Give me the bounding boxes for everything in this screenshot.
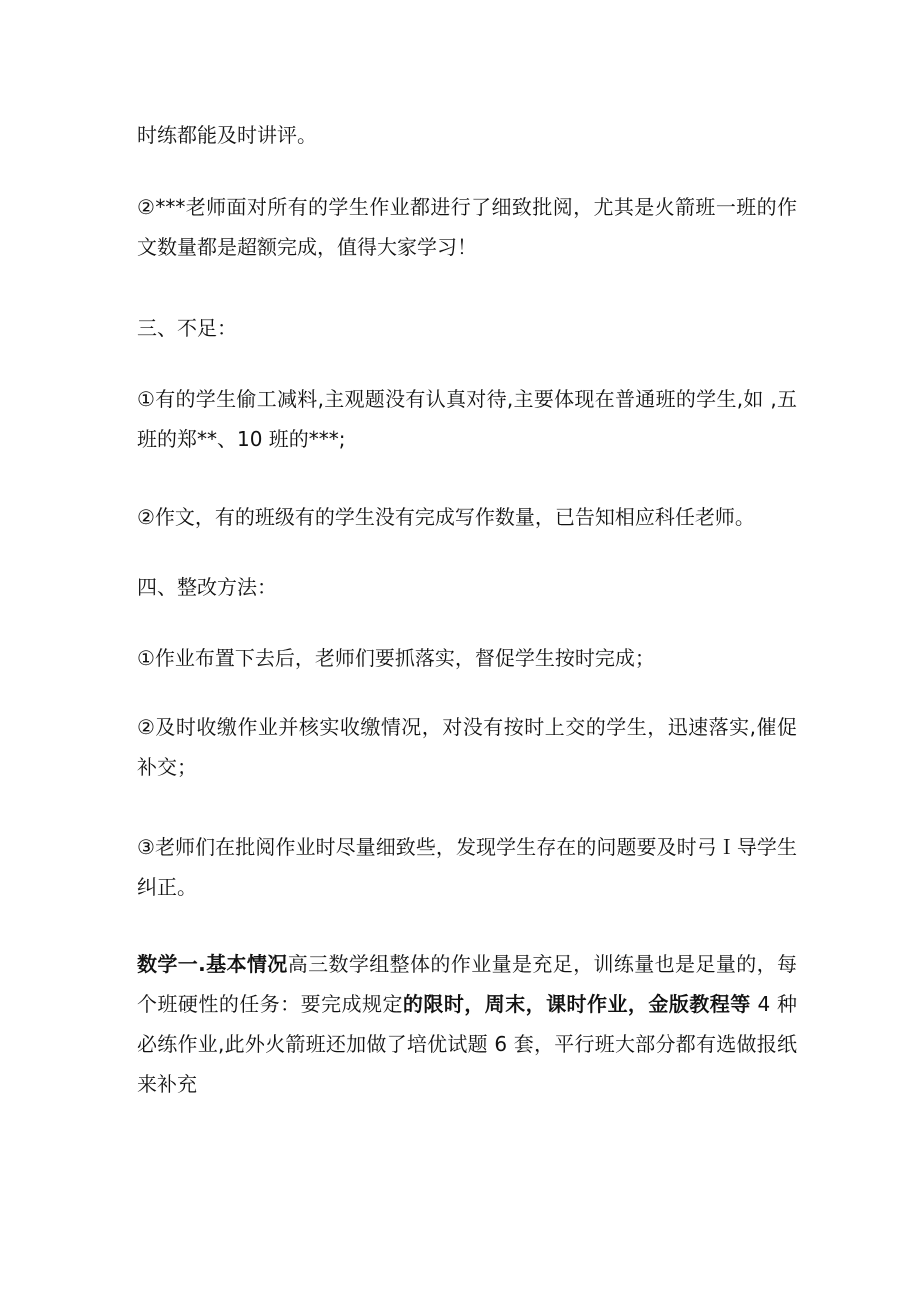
paragraph-teacher-review: ②***老师面对所有的学生作业都进行了细致批阅，尤其是火箭班一班的作文数量都是超额完成，值得大家学习！: [137, 195, 797, 259]
paragraph-evaluation-end: 时练都能及时讲评。: [137, 123, 317, 147]
math-text-bold-part: 的限时，周末，课时作业，金版教程等: [402, 992, 751, 1016]
math-section-heading: 数学一.基本情况: [137, 952, 288, 976]
paragraph-math-basic-situation: [137, 944, 797, 1104]
paragraph-shortcoming-1: ①有的学生偷工减料,主观题没有认真对待,主要体现在普通班的学生,如 ,五班的郑**、10 班的***;: [137, 387, 797, 451]
paragraph-shortcoming-2: ②作文，有的班级有的学生没有完成写作数量，已告知相应科任老师。: [137, 505, 755, 529]
paragraph-rectification-3: ③老师们在批阅作业时尽量细致些，发现学生存在的问题要及时弓Ｉ导学生纠正。: [137, 835, 797, 899]
section-heading-shortcomings: 三、不足：: [137, 316, 237, 340]
section-heading-rectification: 四、整改方法：: [137, 575, 277, 599]
math-text-part-2: 4 种必练作业,此外火箭班还加做了培优试题 6 套，平行班大部分都有选做报纸来补充: [137, 992, 798, 1096]
paragraph-rectification-2: ②及时收缴作业并核实收缴情况，对没有按时上交的学生，迅速落实,催促补交；: [137, 715, 797, 779]
paragraph-rectification-1: ①作业布置下去后，老师们要抓落实，督促学生按时完成；: [137, 646, 655, 670]
math-text-part-1: 高三数学组整体的作业量是充足，训练量也是足量的，每个班硬性的任务：要完成规定: [137, 952, 797, 1016]
